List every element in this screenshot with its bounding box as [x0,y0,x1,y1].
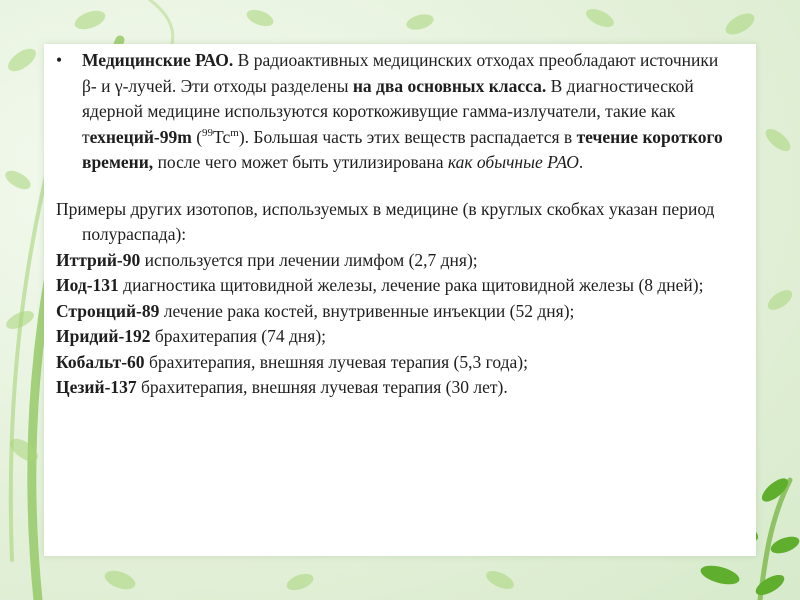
text-run: ). Большая часть этих веществ распадается в [238,126,577,147]
bold-run: на два основных класса. [352,75,547,96]
isotope-item [56,350,736,376]
isotope-name: Кобальт-60 [56,351,145,372]
text-run: ( [191,126,203,147]
bold-run: течение короткого времени, [82,126,723,172]
isotope-desc: используется при лечении лимфом (2,7 дня); [140,249,478,270]
isotope-desc: брахитерапия, внешняя лучевая терапия (5,3 года); [144,351,528,372]
isotope-desc: диагностика щитовидной железы, лечение рака щитовидной железы (8 дней); [118,275,704,295]
isotope-name: Цезий-137 [56,377,137,397]
lead-heading: Медицинские РАО. [82,50,234,70]
isotope-item [56,299,736,325]
text-run: . [578,152,584,172]
isotope-name: Иод-131 [56,275,119,295]
bold-run: ехнеций-99m [89,126,192,147]
superscript: m [230,126,239,139]
isotope-item [56,324,736,350]
text-run: В радиоактивных медицинских отходах преобладают источники β- и γ-лучей. Эти отходы разделены [82,50,719,96]
isotope-item [56,375,736,401]
isotope-desc: брахитерапия (74 дня); [150,326,327,346]
isotope-desc: брахитерапия, внешняя лучевая терапия (30 лет). [136,377,508,397]
isotope-desc: лечение рака костей, внутривенные инъекции (52 дня); [159,300,575,321]
isotope-item [56,273,736,299]
superscript: 99 [202,126,214,139]
text-run: после чего может быть утилизирована [153,152,448,172]
isotope-name: Иридий-192 [56,326,151,346]
medical-rao-paragraph [56,48,736,176]
slide-text [56,48,736,401]
text-run: В диагностической ядерной медицине используются короткоживущие гамма-излучатели, такие как т [82,75,694,147]
isotopes-intro: Примеры других изотопов, используемых в медицине (в круглых скобках указан период полураспада): [56,198,715,244]
text-run: Tc [213,126,231,147]
isotope-name: Стронций-89 [56,300,160,321]
bullet-marker: • [56,50,63,70]
italic-run: как обычные РАО [447,152,579,172]
isotope-name: Иттрий-90 [56,249,141,270]
isotope-item [56,248,736,274]
